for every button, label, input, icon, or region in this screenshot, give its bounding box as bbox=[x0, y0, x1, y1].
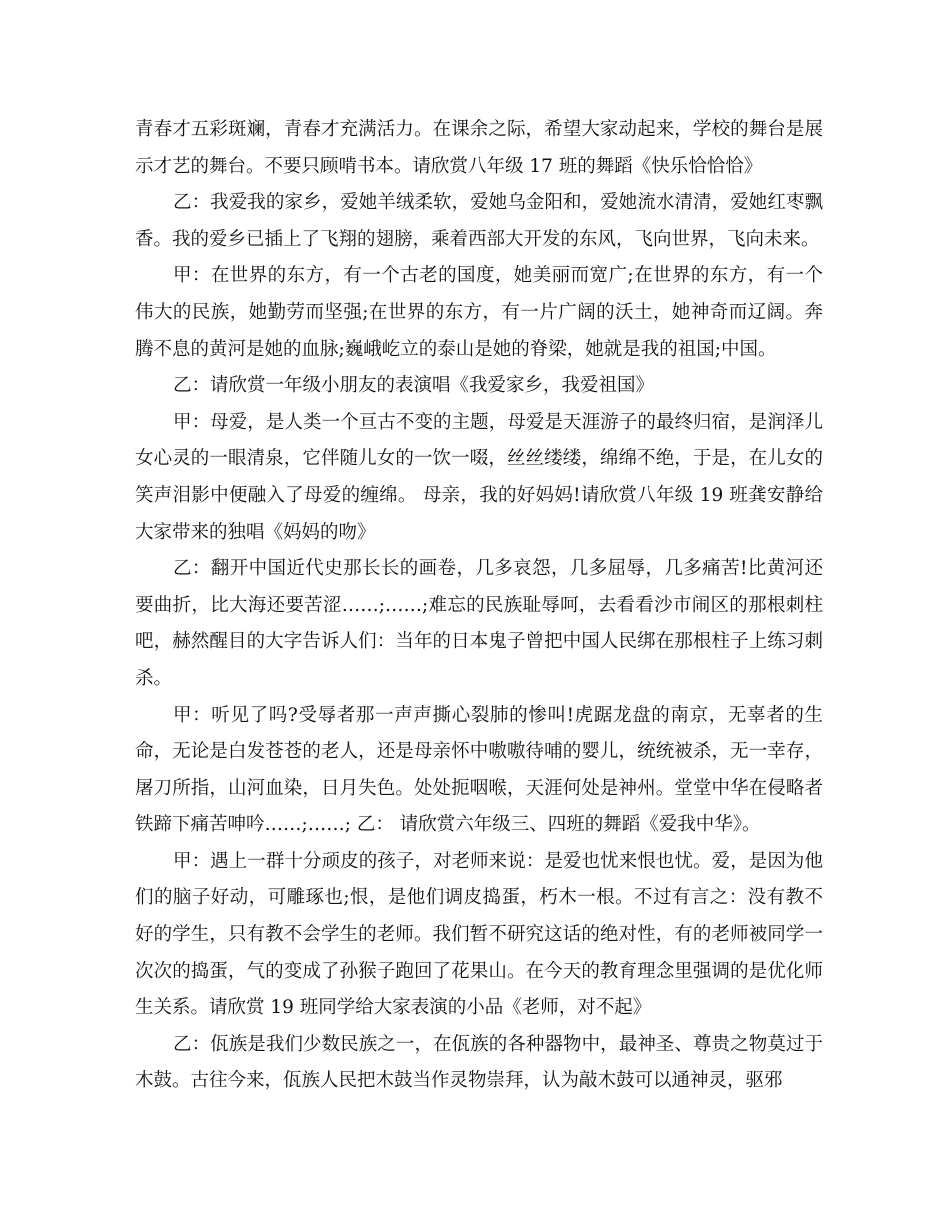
paragraph-yi-wa-drum: 乙：佤族是我们少数民族之一，在佤族的各种器物中，最神圣、尊贵之物莫过于木鼓。古往今来，佤族人民把木鼓当作灵物崇拜，认为敲木鼓可以通神灵，驱邪 bbox=[135, 1033, 823, 1092]
paragraph-jia-nanjing: 甲：听见了吗?受辱者那一声声撕心裂肺的惨叫!虎踞龙盘的南京，无辜者的生命，无论是白发苍苍的老人，还是母亲怀中嗷嗷待哺的婴儿，统统被杀，无一幸存，屠刀所指，山河血染，日月失色。处处扼咽喉，天涯何处是神州。堂堂中华在侵略者铁蹄下痛苦呻吟……;……; 乙： 请欣赏六年级三、四班的舞蹈《爱我中华》。 bbox=[135, 704, 823, 836]
paragraph-jia-motherland: 甲：在世界的东方，有一个古老的国度，她美丽而宽广;在世界的东方，有一个伟大的民族，她勤劳而坚强;在世界的东方，有一片广阔的沃土，她神奇而辽阔。奔腾不息的黄河是她的血脉;巍峨屹立的泰山是她的脊梁，她就是我的祖国;中国。 bbox=[135, 265, 823, 360]
paragraph-jia-mother-love: 甲：母爱，是人类一个亘古不变的主题，母爱是天涯游子的最终归宿，是润泽儿女心灵的一眼清泉，它伴随儿女的一饮一啜，丝丝缕缕，绵绵不绝，于是，在儿女的笑声泪影中便融入了母爱的缠绵。 母亲，我的好妈妈!请欣赏八年级 19 班龚安静给大家带来的独唱《妈妈的吻》 bbox=[135, 411, 823, 543]
paragraph-yi-history: 乙：翻开中国近代史那长长的画卷，几多哀怨，几多屈辱，几多痛苦!比黄河还要曲折，比大海还要苦涩……;……;难忘的民族耻辱呵，去看看沙市闹区的那根刺柱吧，赫然醒目的大字告诉人们：当年的日本鬼子曾把中国人民绑在那根柱子上练习刺杀。 bbox=[135, 558, 823, 689]
paragraph-yi-grade-one: 乙：请欣赏一年级小朋友的表演唱《我爱家乡，我爱祖国》 bbox=[173, 375, 655, 397]
paragraph-yi-hometown: 乙：我爱我的家乡，爱她羊绒柔软，爱她乌金阳和，爱她流水清清，爱她红枣飘香。我的爱乡已插上了飞翔的翅膀，乘着西部大开发的东风，飞向世界，飞向未来。 bbox=[135, 192, 823, 250]
document-body bbox=[135, 112, 823, 1100]
paragraph-jia-teacher: 甲：遇上一群十分顽皮的孩子，对老师来说：是爱也忧来恨也忧。爱，是因为他们的脑子好动，可雕琢也;恨，是他们调皮捣蛋，朽木一根。不过有言之：没有教不好的学生，只有教不会学生的老师。我们暂不研究这话的绝对性，有的老师被同学一次次的捣蛋，气的变成了孙猴子跑回了花果山。在今天的教育理念里强调的是优化师生关系。请欣赏 19 班同学给大家表演的小品《老师，对不起》 bbox=[135, 850, 823, 1019]
paragraph-intro: 青春才五彩斑斓，青春才充满活力。在课余之际，希望大家动起来，学校的舞台是展示才艺的舞台。不要只顾啃书本。请欣赏八年级 17 班的舞蹈《快乐恰恰恰》 bbox=[135, 119, 823, 177]
